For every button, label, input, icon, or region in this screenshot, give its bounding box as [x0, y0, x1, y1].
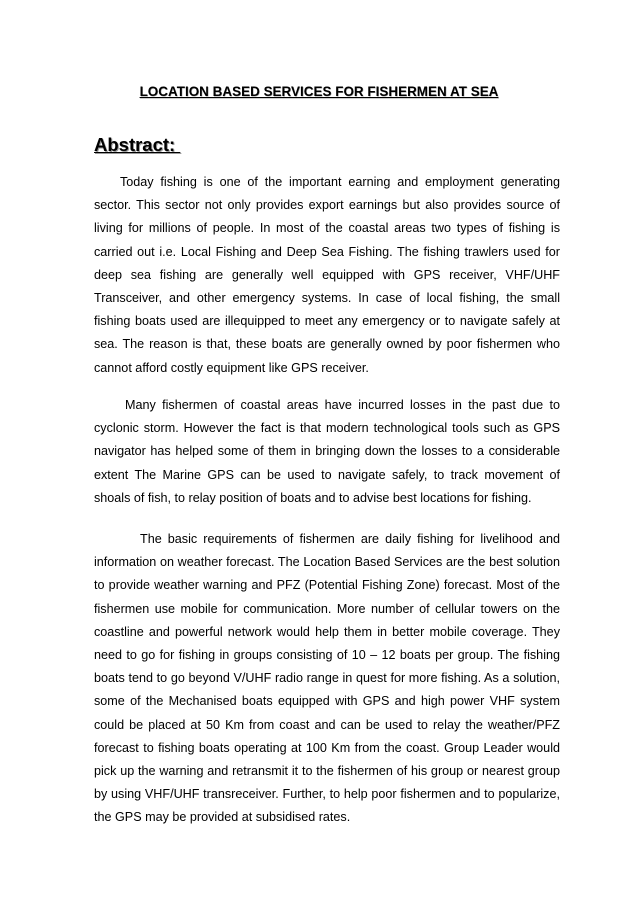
abstract-paragraph-1: Today fishing is one of the important earning and employment generating sector. This sector not only provides export earnings but also provides source of living for millions of people. In most of the coastal areas two types of fishing is carried out i.e. Local Fishing and Deep Sea Fishing. The fishing trawlers used for deep sea fishing are generally well equipped with GPS receiver, VHF/UHF Transceiver, and other emergency systems. In case of local fishing, the small fishing boats used are illequipped to meet any emergency or to navigate safely at sea. The reason is that, these boats are generally owned by poor fishermen who cannot afford costly equipment like GPS receiver. [94, 175, 560, 375]
abstract-paragraph-3: The basic requirements of fishermen are daily fishing for livelihood and information on weather forecast. The Location Based Services are the best solution to provide weather warning and PFZ (Potential Fishing Zone) forecast. Most of the fishermen use mobile for communication. More number of cellular towers on the coastline and powerful network would help them in better mobile coverage. They need to go for fishing in groups consisting of 10 – 12 boats per group. The fishing boats tend to go beyond V/UHF radio range in quest for more fishing. As a solution, some of the Mechanised boats equipped with GPS and high power VHF system could be placed at 50 Km from coast and can be used to relay the weather/PFZ forecast to fishing boats operating at 100 Km from the coast. Group Leader would pick up the warning and retransmit it to the fishermen of his group or nearest group by using VHF/UHF transreceiver. Further, to help poor fishermen and to popularize, the GPS may be provided at subsidised rates. [94, 532, 560, 825]
abstract-paragraph-2: Many fishermen of coastal areas have incurred losses in the past due to cyclonic storm. However the fact is that modern technological tools such as GPS navigator has helped some of them in bringing down the losses to a considerable extent The Marine GPS can be used to navigate safely, to track movement of shoals of fish, to relay position of boats and to advise best locations for fishing. [94, 398, 560, 505]
document-title: LOCATION BASED SERVICES FOR FISHERMEN AT SEA [139, 84, 499, 99]
section-heading-abstract: Abstract: [94, 134, 181, 155]
